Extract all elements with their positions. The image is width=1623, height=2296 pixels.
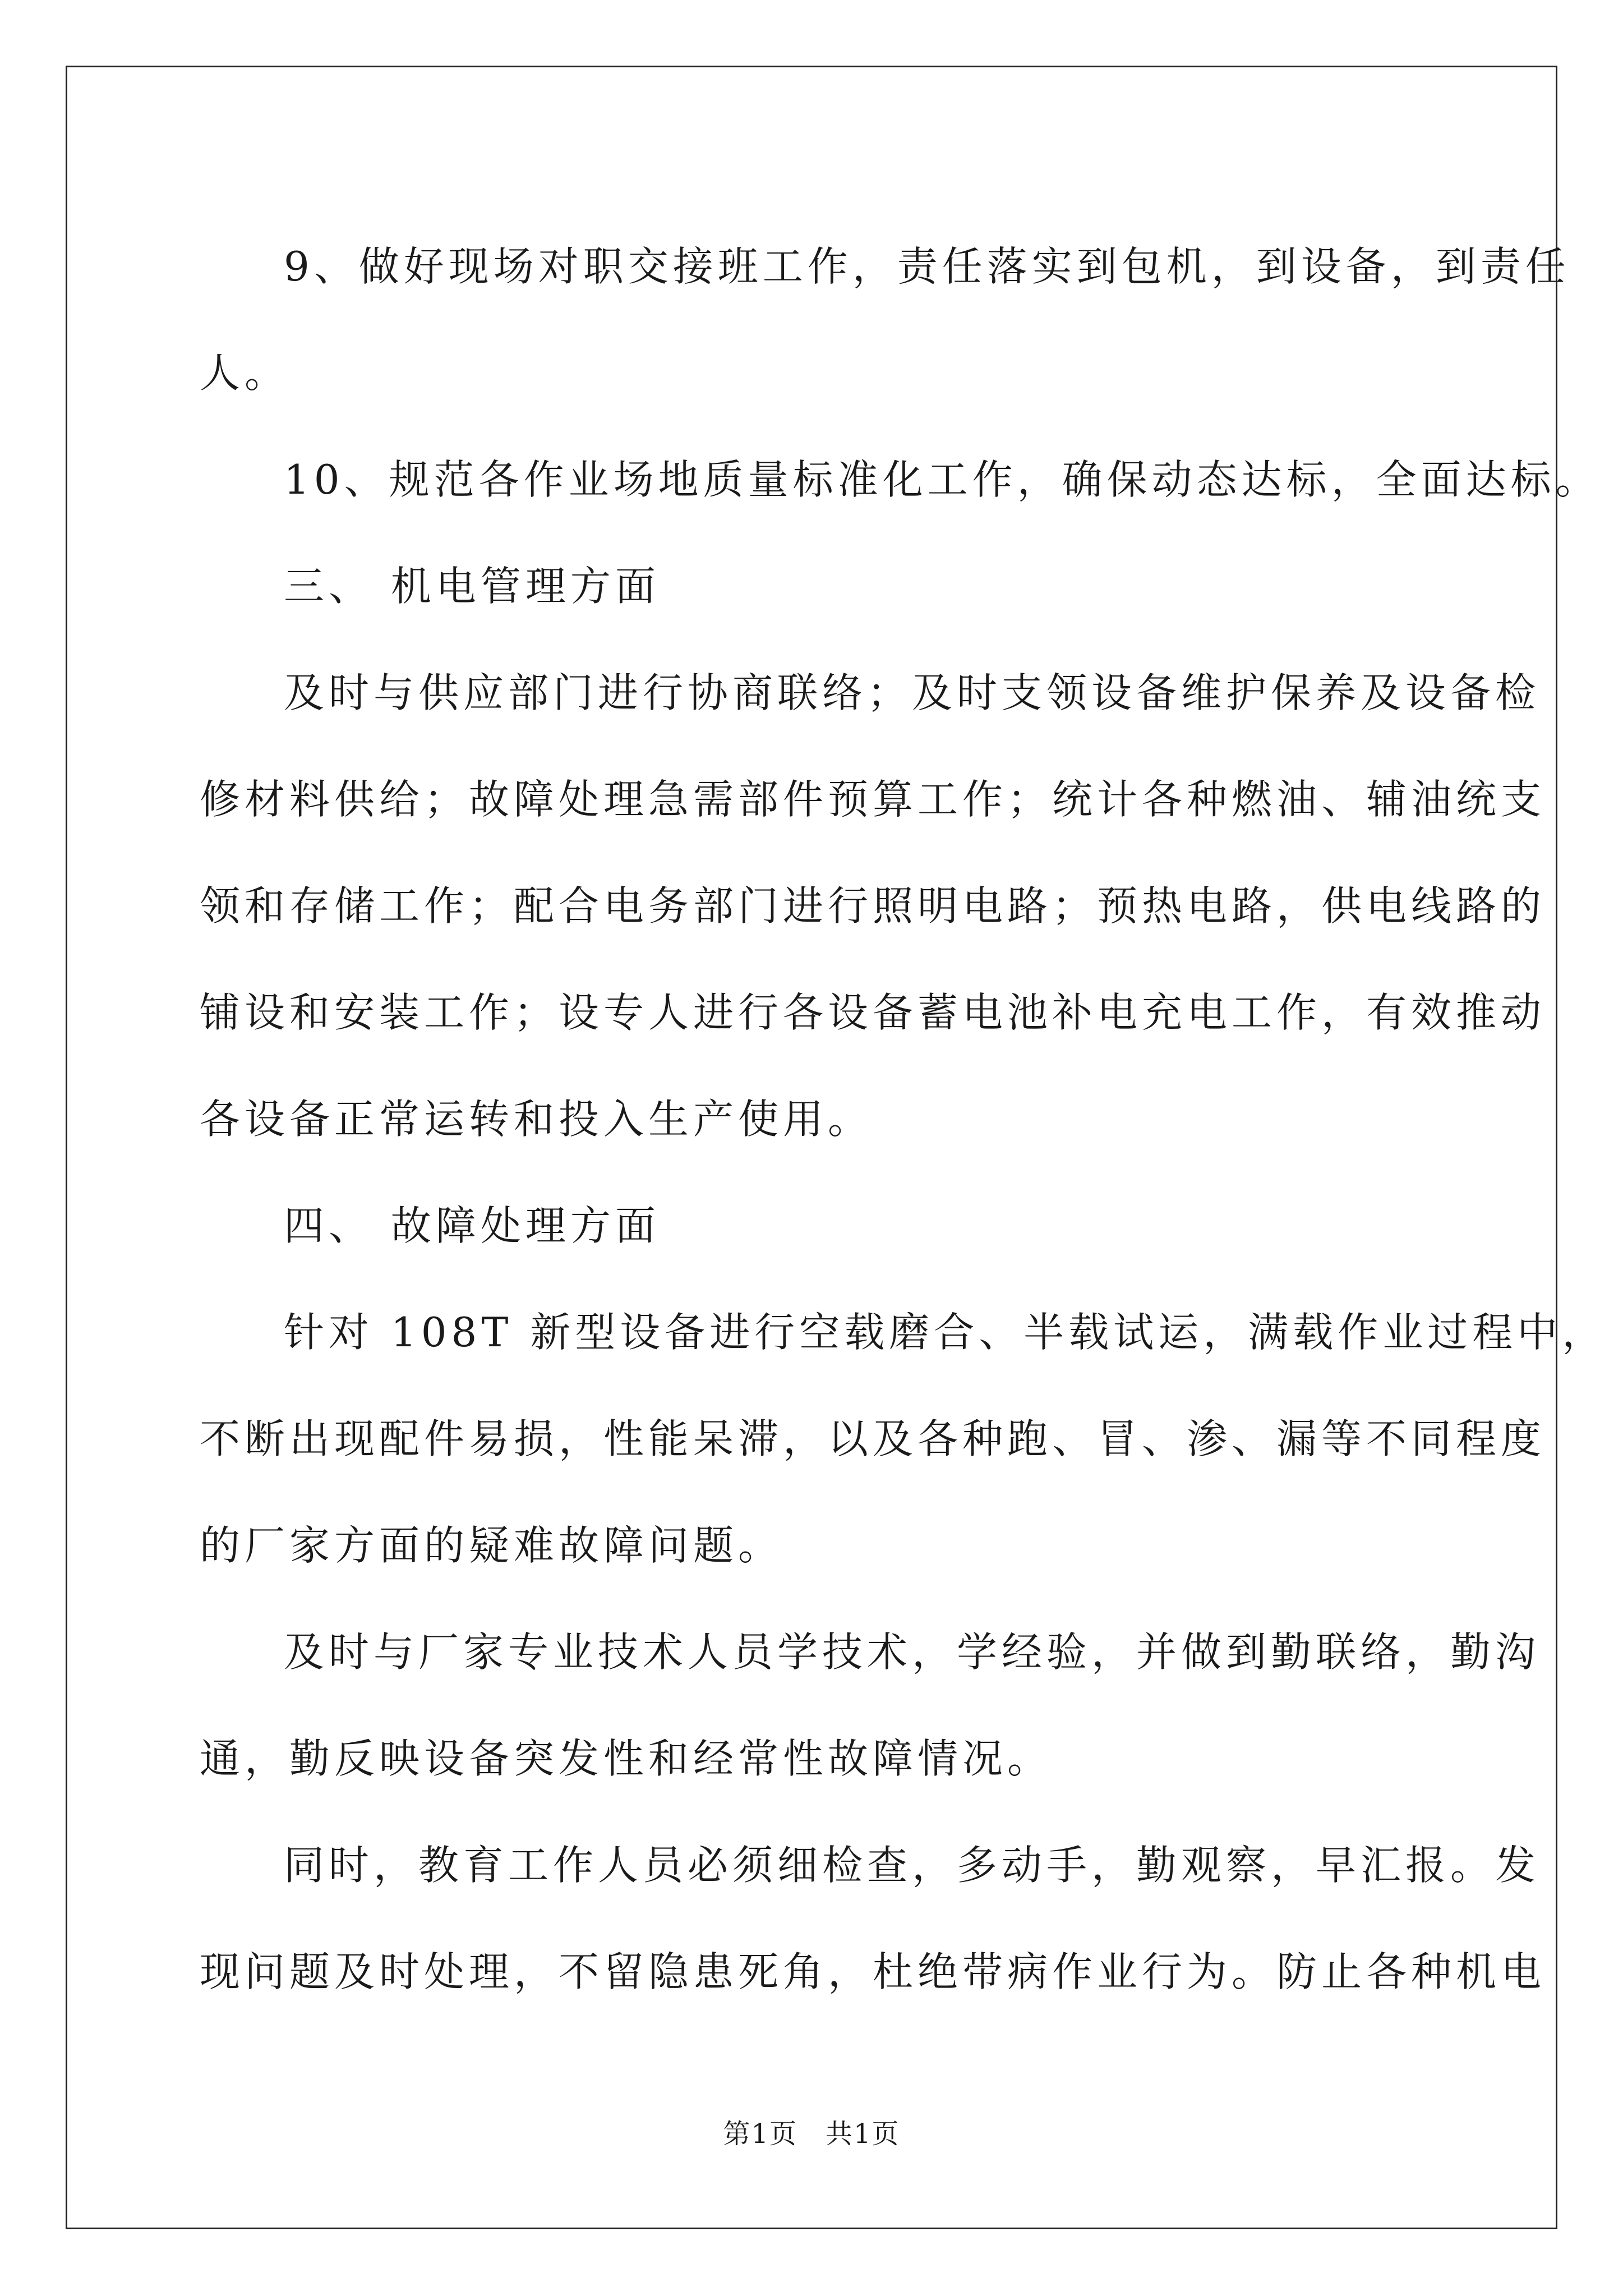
text-line: 9、做好现场对职交接班工作，责任落实到包机，到设备，到责任 [284, 243, 1570, 290]
paragraph-section-4-a [200, 1279, 1607, 1599]
document-body [200, 213, 1607, 2025]
text-line: 的厂家方面的疑难故障问题。 [200, 1522, 783, 1569]
text-line: 不断出现配件易损，性能呆滞，以及各种跑、冒、渗、漏等不同程度 [200, 1415, 1546, 1462]
paragraph-section-3 [200, 639, 1546, 1172]
text-line: 现问题及时处理，不留隐患死角，杜绝带病作业行为。防止各种机电 [200, 1948, 1546, 1995]
text-line: 及时与厂家专业技术人员学技术，学经验，并做到勤联络，勤沟 [284, 1628, 1541, 1676]
text-line: 通，勤反映设备突发性和经常性故障情况。 [200, 1735, 1053, 1782]
paragraph-section-4-c [200, 1812, 1546, 2025]
page-footer: 第1页 共1页 [723, 2118, 900, 2150]
text-line: 人。 [200, 349, 290, 397]
text-line: 10、规范各作业场地质量标准化工作，确保动态达标，全面达标。 [284, 456, 1601, 503]
text-line: 各设备正常运转和投入生产使用。 [200, 1096, 873, 1143]
section-heading-4 [200, 1172, 1433, 1279]
text-line: 同时，教育工作人员必须细检查，多动手，勤观察，早汇报。发 [284, 1842, 1541, 1889]
paragraph-section-4-b [200, 1599, 1541, 1812]
section-heading-3 [200, 533, 1433, 639]
paragraph-item-9 [200, 213, 1570, 426]
text-line: 铺设和安装工作；设专人进行各设备蓄电池补电充电工作，有效推动 [200, 989, 1546, 1036]
heading-text: 三、 机电管理方面 [284, 563, 660, 610]
text-line: 领和存储工作；配合电务部门进行照明电路；预热电路，供电线路的 [200, 882, 1546, 930]
text-line: 及时与供应部门进行协商联络；及时支领设备维护保养及设备检 [284, 669, 1541, 716]
text-line: 针对 108T 新型设备进行空载磨合、半载试运，满载作业过程中， [284, 1309, 1607, 1356]
heading-text: 四、 故障处理方面 [284, 1202, 660, 1249]
paragraph-item-10 [200, 426, 1601, 533]
text-line: 修材料供给；故障处理急需部件预算工作；统计各种燃油、辅油统支 [200, 776, 1546, 823]
